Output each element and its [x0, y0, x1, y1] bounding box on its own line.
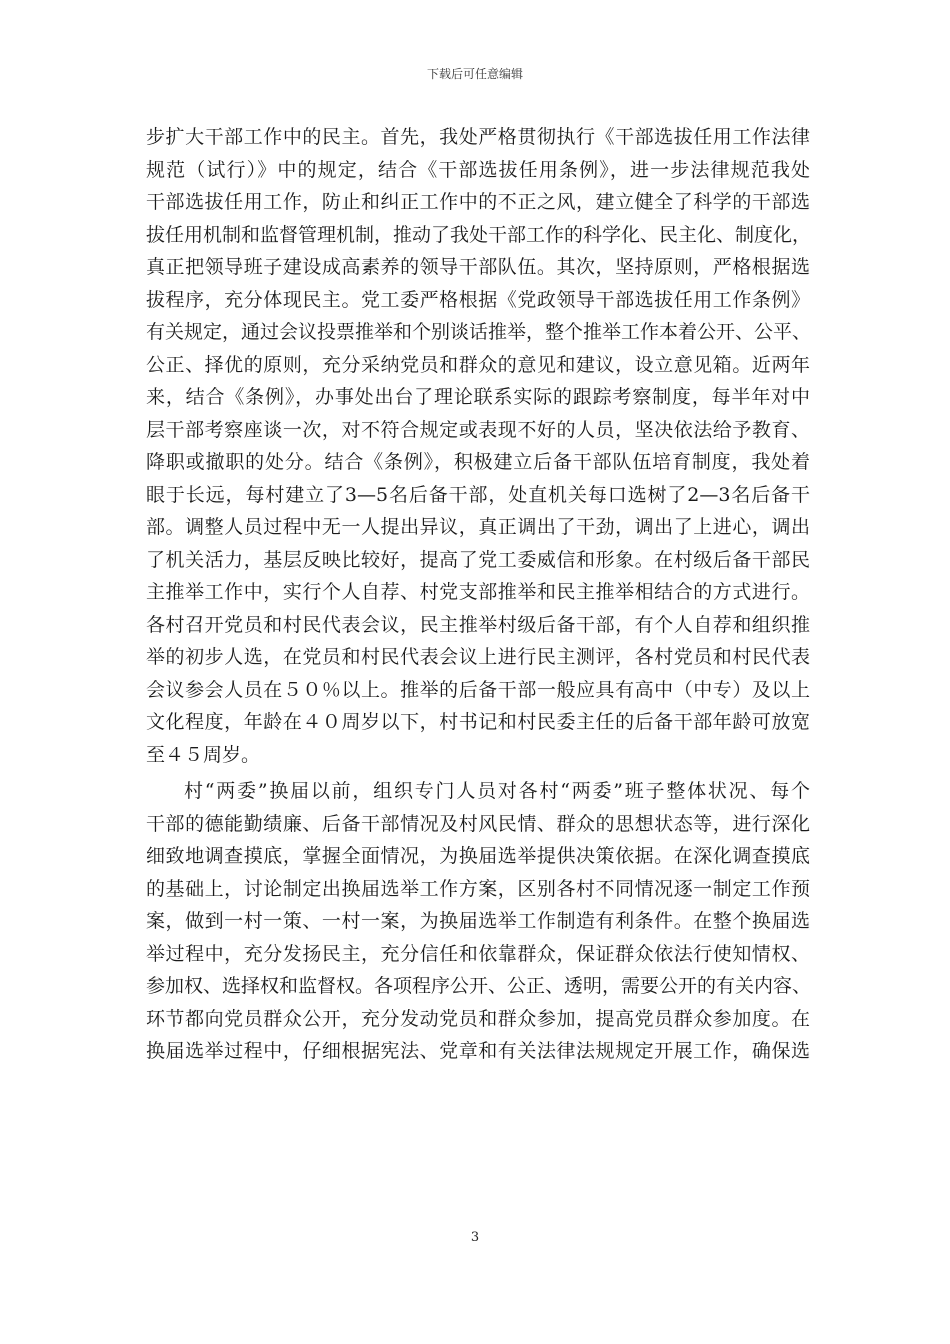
text-line-indented: 村“两委”换届以前，组织专门人员对各村“两委”班子整体状况、每个 [184, 780, 810, 802]
text-line: 部。调整人员过程中无一人提出异议，真正调出了干劲，调出了上进心，调出 [146, 516, 810, 538]
text-line: 参加权、选择权和监督权。各项程序公开、公正、透明，需要公开的有关内容、 [146, 975, 812, 997]
text-line: 各村召开党员和村民代表会议，民主推举村级后备干部，有个人自荐和组织推 [146, 613, 810, 636]
text-line: 案，做到一村一策、一村一案，为换届选举工作制造有利条件。在整个换届选 [146, 910, 810, 932]
page-header: 下载后可任意编辑 [426, 67, 523, 81]
text-line: 步扩大干部工作中的民主。首先，我处严格贯彻执行《干部选拔任用工作法律 [146, 126, 810, 148]
text-line: 环节都向党员群众公开，充分发动党员和群众参加，提高党员群众参加度。在 [146, 1007, 810, 1030]
text-line: 拔任用机制和监督管理机制，推动了我处干部工作的科学化、民主化、制度化， [146, 223, 812, 246]
text-line: 换届选举过程中，仔细根据宪法、党章和有关法律法规规定开展工作，确保选 [146, 1040, 810, 1062]
text-line: 干部的德能勤绩廉、后备干部情况及村风民情、群众的思想状态等，进行深化 [146, 812, 810, 835]
text-line: 主推举工作中，实行个人自荐、村党支部推举和民主推举相结合的方式进行。 [146, 581, 810, 603]
text-line: 举过程中，充分发扬民主，充分信任和依靠群众，保证群众依法行使知情权、 [146, 942, 810, 965]
paragraph-2 [146, 775, 810, 1068]
document-body [146, 121, 810, 1068]
text-line: 来，结合《条例》，办事处出台了理论联系实际的跟踪考察制度，每半年对中 [146, 386, 810, 408]
text-line: 细致地调查摸底，掌握全面情况，为换届选举提供决策依据。在深化调查摸底 [146, 845, 810, 867]
text-line: 眼于长远，每村建立了3—5名后备干部，处直机关每口选树了2—3名后备干 [146, 483, 810, 506]
text-line: 降职或撤职的处分。结合《条例》，积极建立后备干部队伍培育制度，我处着 [146, 451, 810, 473]
text-line: 层干部考察座谈一次，对不符合规定或表现不好的人员，坚决依法给予教育、 [146, 418, 810, 441]
text-line: 了机关活力，基层反映比较好，提高了党工委威信和形象。在村级后备干部民 [146, 548, 810, 571]
page-number: 3 [470, 1230, 480, 1245]
text-line: 文化程度，年龄在４０周岁以下，村书记和村民委主任的后备干部年龄可放宽 [146, 711, 810, 733]
text-line: 有关规定，通过会议投票推举和个别谈话推举，整个推举工作本着公开、公平、 [146, 321, 812, 343]
text-line: 规范（试行）》中的规定，结合《干部选拔任用条例》，进一步法律规范我处 [146, 158, 810, 181]
text-line: 真正把领导班子建设成高素养的领导干部队伍。其次，坚持原则，严格根据选 [146, 256, 810, 278]
text-line: 会议参会人员在５０％以上。推举的后备干部一般应具有高中（中专）及以上 [146, 678, 810, 701]
text-line: 举的初步人选，在党员和村民代表会议上进行民主测评，各村党员和村民代表 [146, 646, 810, 668]
text-line: 的基础上，讨论制定出换届选举工作方案，区别各村不同情况逐一制定工作预 [146, 877, 810, 900]
text-line: 公正、择优的原则，充分采纳党员和群众的意见和建议，设立意见箱。近两年 [146, 353, 810, 376]
text-line: 至４５周岁。 [146, 743, 261, 766]
text-line: 干部选拔任用工作，防止和纠正工作中的不正之风，建立健全了科学的干部选 [146, 191, 810, 213]
text-line: 拔程序，充分体现民主。党工委严格根据《党政领导干部选拔任用工作条例》 [146, 288, 810, 311]
paragraph-1 [146, 121, 810, 771]
